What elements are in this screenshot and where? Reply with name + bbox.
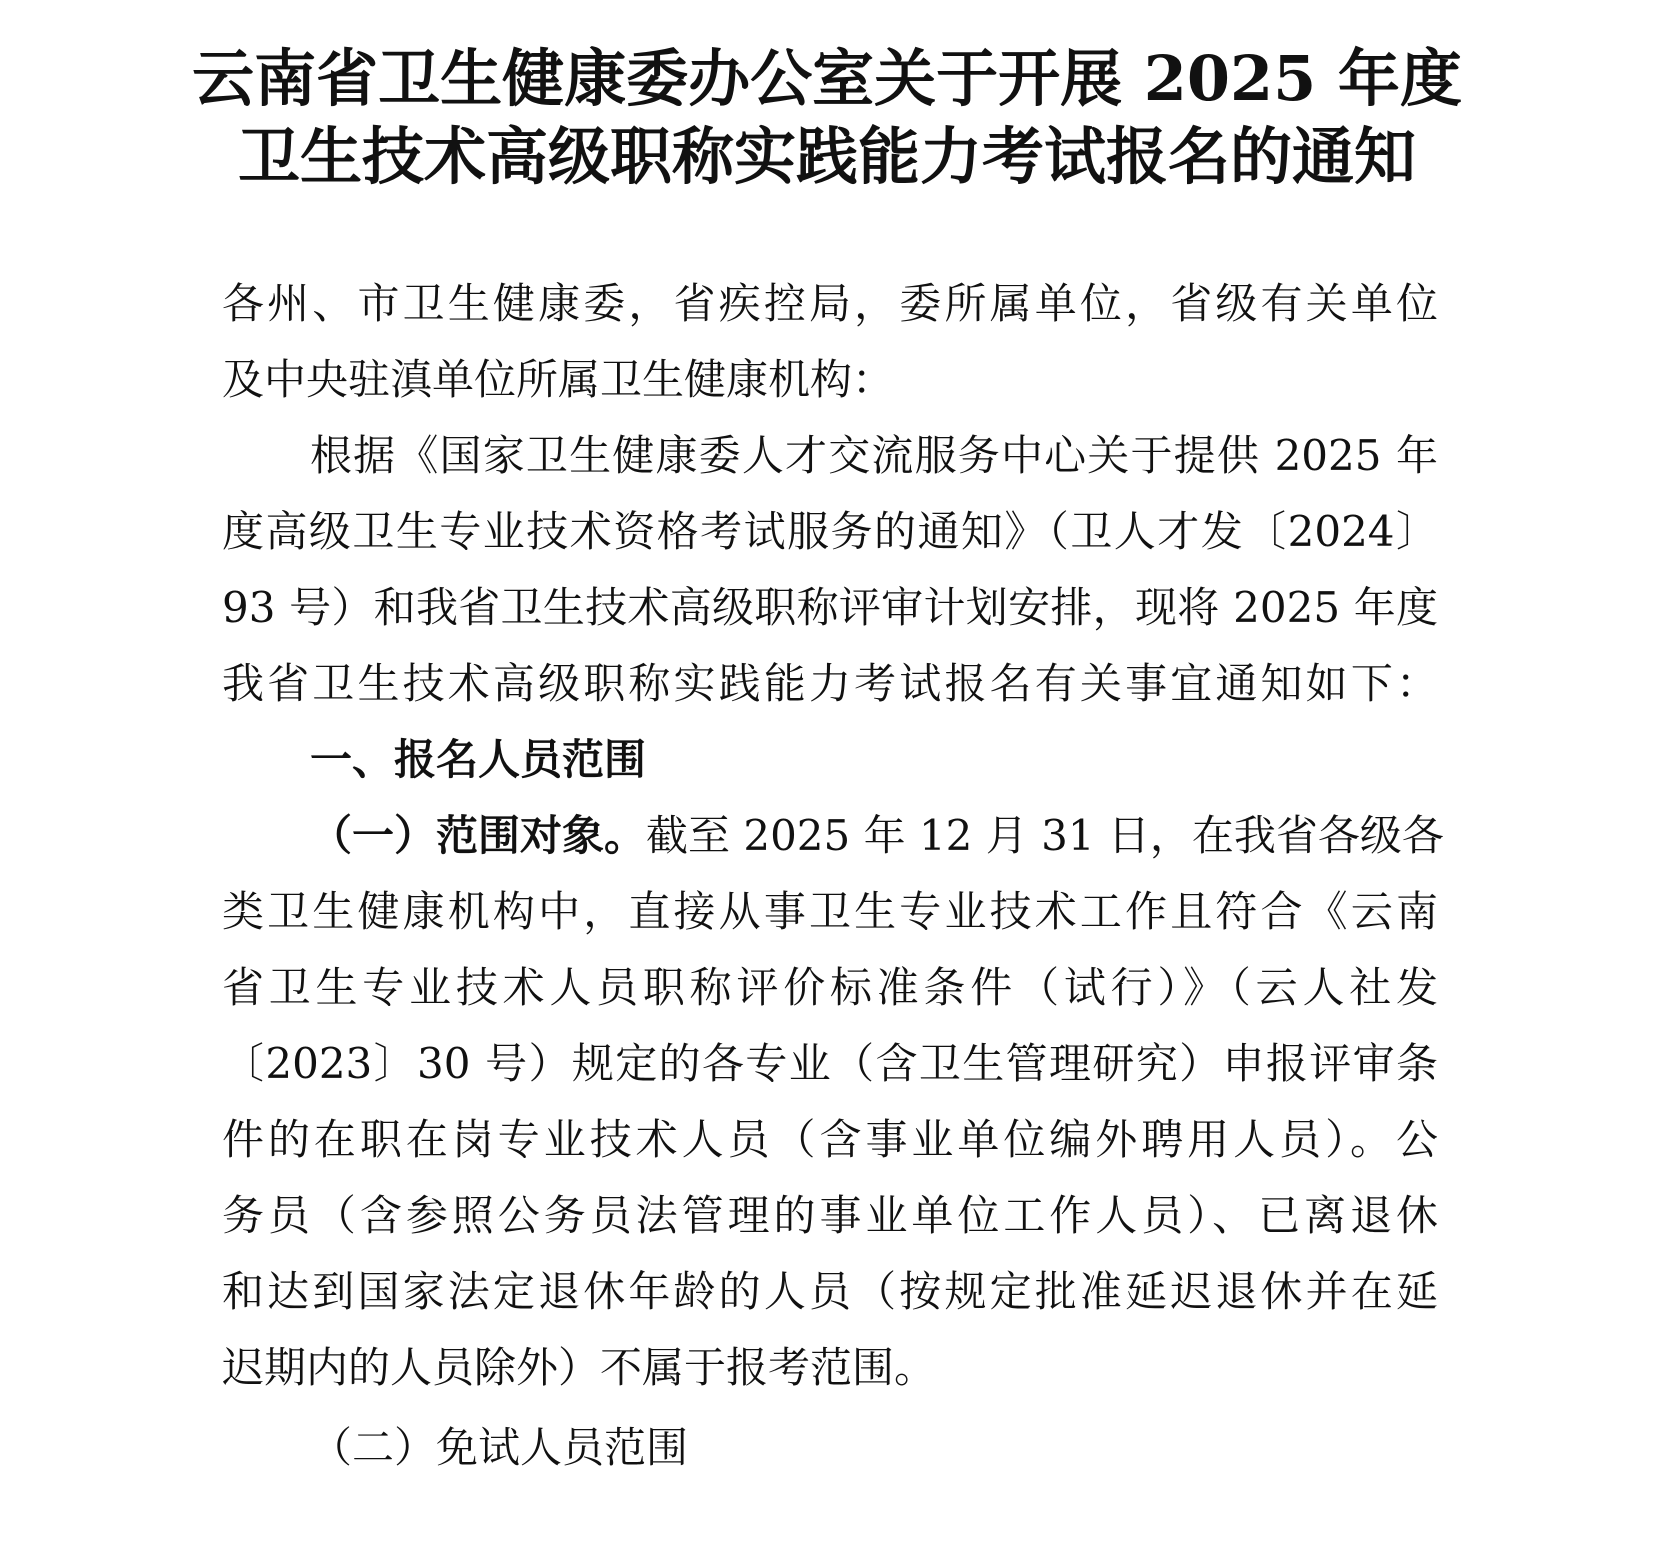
intro-line-1: 根据《国家卫生健康委人才交流服务中心关于提供 2025 年 [310,431,1438,480]
sub-1-line-4: 〔2023〕30 号）规定的各专业（含卫生管理研究）申报评审条 [222,1039,1438,1088]
sub-1-line-1: 截至 2025 年 12 月 31 日，在我省各级各 [646,811,1444,860]
section-1-sub-2-heading: （二）免试人员范围 [310,1423,689,1472]
sub-1-line-6: 务员（含参照公务员法管理的事业单位工作人员）、已离退休 [222,1191,1438,1240]
title-line-2: 卫生技术高级职称实践能力考试报名的通知 [237,120,1416,193]
recipients-line-2: 及中央驻滇单位所属卫生健康机构： [222,355,895,404]
section-1-heading: 一、报名人员范围 [310,735,647,784]
intro-line-3: 93 号）和我省卫生技术高级职称评审计划安排，现将 2025 年度 [222,583,1438,632]
title-line-1: 云南省卫生健康委办公室关于开展 2025 年度 [192,42,1462,115]
sub-1-line-5: 件的在职在岗专业技术人员（含事业单位编外聘用人员）。公 [222,1115,1438,1164]
intro-line-2: 度高级卫生专业技术资格考试服务的通知》（卫人才发〔2024〕 [222,507,1438,556]
sub-1-line-7: 和达到国家法定退休年龄的人员（按规定批准延迟退休并在延 [222,1267,1438,1316]
sub-1-line-2: 类卫生健康机构中，直接从事卫生专业技术工作且符合《云南 [222,887,1438,936]
recipients-line-1: 各州、市卫生健康委，省疾控局，委所属单位，省级有关单位 [222,279,1438,328]
sub-1-line-3: 省卫生专业技术人员职称评价标准条件（试行）》（云人社发 [222,963,1438,1012]
sub-1-first-line [310,808,1444,864]
intro-line-4: 我省卫生技术高级职称实践能力考试报名有关事宜通知如下： [222,659,1438,708]
sub-1-line-8: 迟期内的人员除外）不属于报考范围。 [222,1343,937,1392]
sub-1-label: （一）范围对象。 [310,811,647,860]
